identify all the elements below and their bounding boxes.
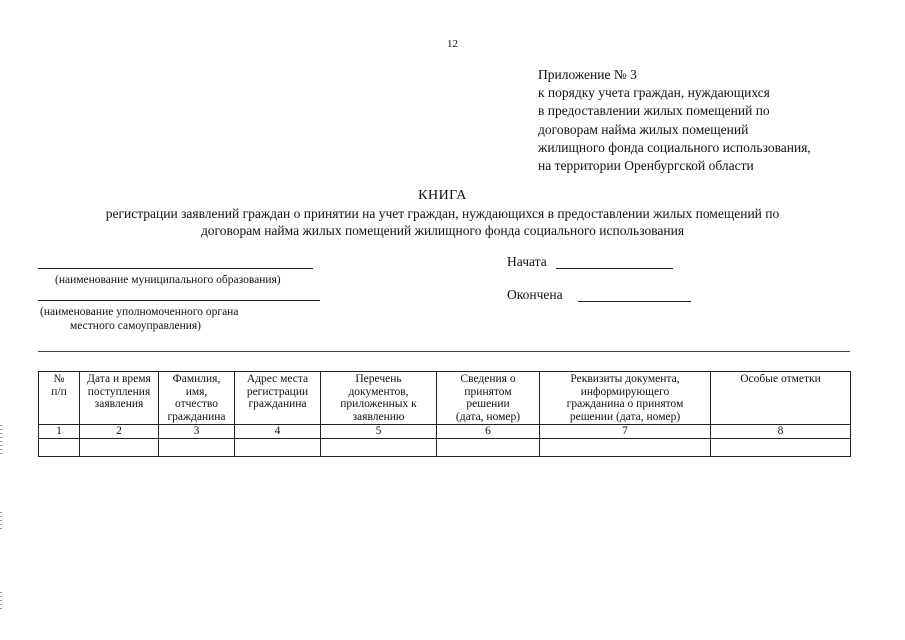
column-number-cell: 3 <box>159 425 235 439</box>
table-row <box>39 439 851 457</box>
table-header-row <box>39 372 851 425</box>
column-number-cell: 5 <box>321 425 437 439</box>
municipality-caption: (наименование муниципального образования) <box>55 274 281 286</box>
header-cell-notes: Особые отметки <box>711 372 851 425</box>
book-subtitle-line: договорам найма жилых помещений жилищного фонда социального использования <box>200 223 685 238</box>
header-cell-date: Дата и время поступления заявления <box>80 372 159 425</box>
header-cell-documents: Перечень документов, приложенных к заявлению <box>321 372 437 425</box>
appendix-line: на территории Оренбургской области <box>538 158 754 174</box>
header-cell-notification: Реквизиты документа, информирующего гражданина о принятом решении (дата, номер) <box>540 372 711 425</box>
table-cell <box>321 439 437 457</box>
separator-line <box>38 351 850 352</box>
authority-caption-line: местного самоуправления) <box>70 320 202 332</box>
table-cell <box>39 439 80 457</box>
scan-artifact <box>0 512 2 532</box>
appendix-line: жилищного фонда социального использования, <box>538 139 811 155</box>
table-cell <box>235 439 321 457</box>
scan-artifact <box>0 425 2 455</box>
table-cell <box>80 439 159 457</box>
table-cell <box>711 439 851 457</box>
header-cell-name: Фамилия, имя, отчество гражданина <box>159 372 235 425</box>
started-label: Начата <box>507 254 547 269</box>
column-number-cell: 8 <box>711 425 851 439</box>
started-blank-line <box>556 268 673 269</box>
book-subtitle-line: регистрации заявлений граждан о принятии на учет граждан, нуждающихся в предоставлении жилых помещений по <box>105 206 780 221</box>
appendix-line: в предоставлении жилых помещений по <box>538 103 770 119</box>
column-number-cell: 6 <box>437 425 540 439</box>
municipality-blank-line <box>38 268 313 269</box>
authority-caption-line: (наименование уполномоченного органа <box>40 306 239 318</box>
table-cell <box>540 439 711 457</box>
appendix-heading <box>538 66 811 175</box>
finished-label: Окончена <box>507 287 563 302</box>
finished-blank-line <box>578 301 691 302</box>
appendix-line: договорам найма жилых помещений <box>538 121 749 137</box>
scan-artifact <box>0 592 2 612</box>
header-cell-address: Адрес места регистрации гражданина <box>235 372 321 425</box>
column-number-cell: 1 <box>39 425 80 439</box>
column-number-cell: 4 <box>235 425 321 439</box>
page-number: 12 <box>447 38 458 50</box>
column-number-row <box>39 425 851 439</box>
book-title: КНИГА <box>418 188 467 203</box>
book-subtitle <box>20 205 865 239</box>
registration-table <box>38 371 851 457</box>
column-number-cell: 2 <box>80 425 159 439</box>
appendix-line: к порядку учета граждан, нуждающихся <box>538 85 770 101</box>
table-cell <box>159 439 235 457</box>
column-number-cell: 7 <box>540 425 711 439</box>
appendix-title: Приложение № 3 <box>538 67 637 82</box>
table-cell <box>437 439 540 457</box>
header-cell-decision: Сведения о принятом решении (дата, номер) <box>437 372 540 425</box>
authority-blank-line <box>38 300 320 301</box>
header-cell-number: № п/п <box>39 372 80 425</box>
